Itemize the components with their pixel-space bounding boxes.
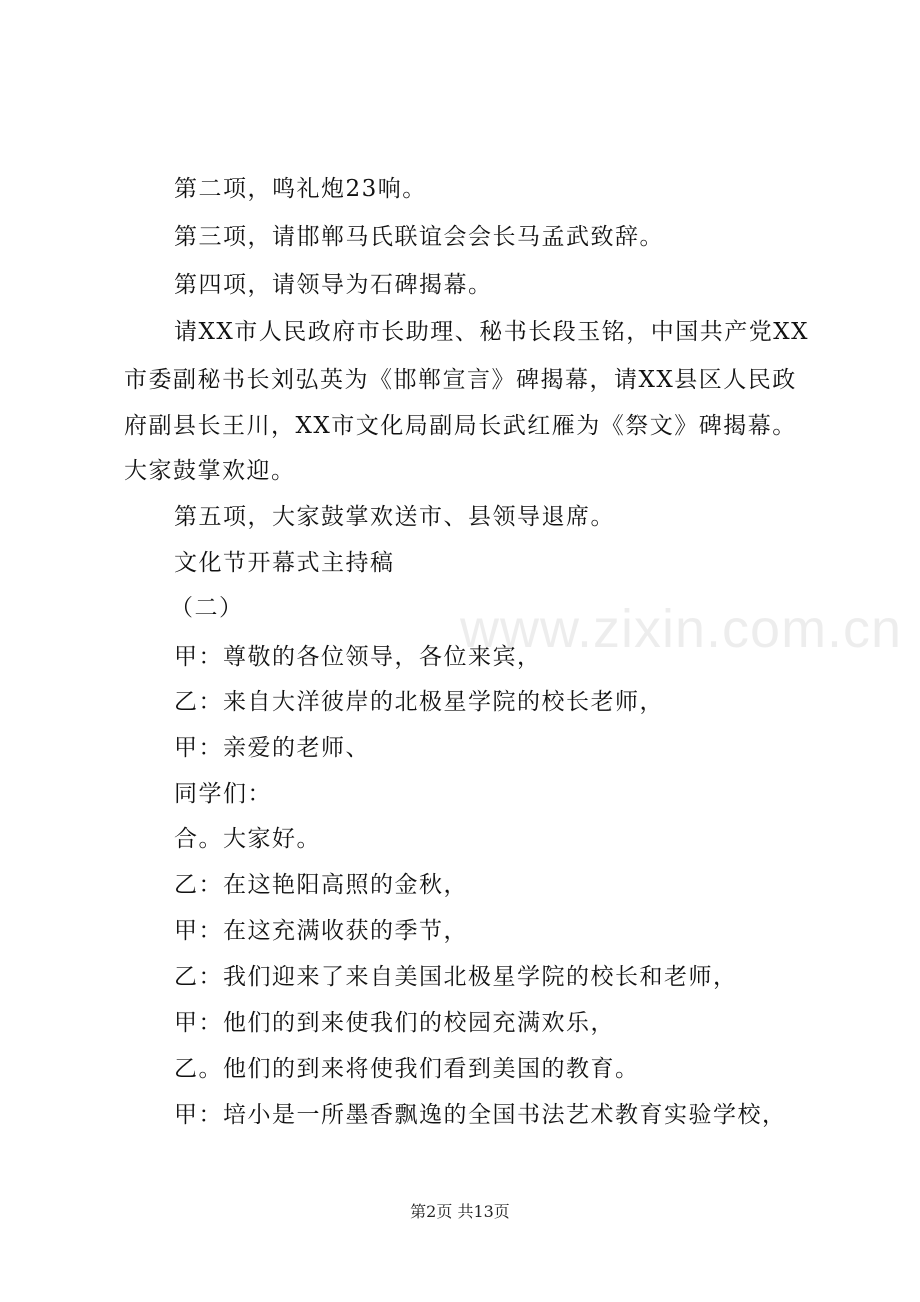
text-line: 甲：亲爱的老师、 xyxy=(174,735,370,761)
text-line: 请XX市人民政府市长助理、秘书长段玉铭，中国共产党XX xyxy=(174,319,809,345)
text-line: 大家鼓掌欢迎。 xyxy=(124,458,296,484)
text-line: 甲：培小是一所墨香飘逸的全国书法艺术教育实验学校， xyxy=(174,1102,787,1128)
text-line: 乙：来自大洋彼岸的北极星学院的校长老师， xyxy=(174,689,664,715)
text-line: 甲：尊敬的各位领导，各位来宾， xyxy=(174,644,542,670)
text-line: 甲：他们的到来使我们的校园充满欢乐， xyxy=(174,1010,615,1036)
text-line: 府副县长王川，XX市文化局副局长武红雁为《祭文》碑揭幕。 xyxy=(124,413,797,439)
text-line: 第三项，请邯郸马氏联谊会会长马孟武致辞。 xyxy=(174,224,664,250)
text-line: 同学们： xyxy=(174,781,272,807)
text-line: 乙。他们的到来将使我们看到美国的教育。 xyxy=(174,1056,640,1082)
text-line: 合。大家好。 xyxy=(174,826,321,852)
section-title: 文化节开幕式主持稿 xyxy=(174,550,395,576)
text-line: 第五项，大家鼓掌欢送市、县领导退席。 xyxy=(174,504,615,530)
text-line: 第二项，鸣礼炮23响。 xyxy=(174,176,427,202)
page-footer: 第2页 共13页 xyxy=(410,1202,510,1221)
text-line: 乙：我们迎来了来自美国北极星学院的校长和老师， xyxy=(174,964,738,990)
watermark: www.zixin.com.cn xyxy=(460,599,903,659)
text-line: 甲：在这充满收获的季节， xyxy=(174,918,468,944)
text-line: 乙：在这艳阳高照的金秋， xyxy=(174,872,468,898)
text-line: 第四项，请领导为石碑揭幕。 xyxy=(174,272,493,298)
text-line: 市委副秘书长刘弘英为《邯郸宣言》碑揭幕，请XX县区人民政 xyxy=(124,367,797,393)
section-number: （二） xyxy=(170,595,244,621)
